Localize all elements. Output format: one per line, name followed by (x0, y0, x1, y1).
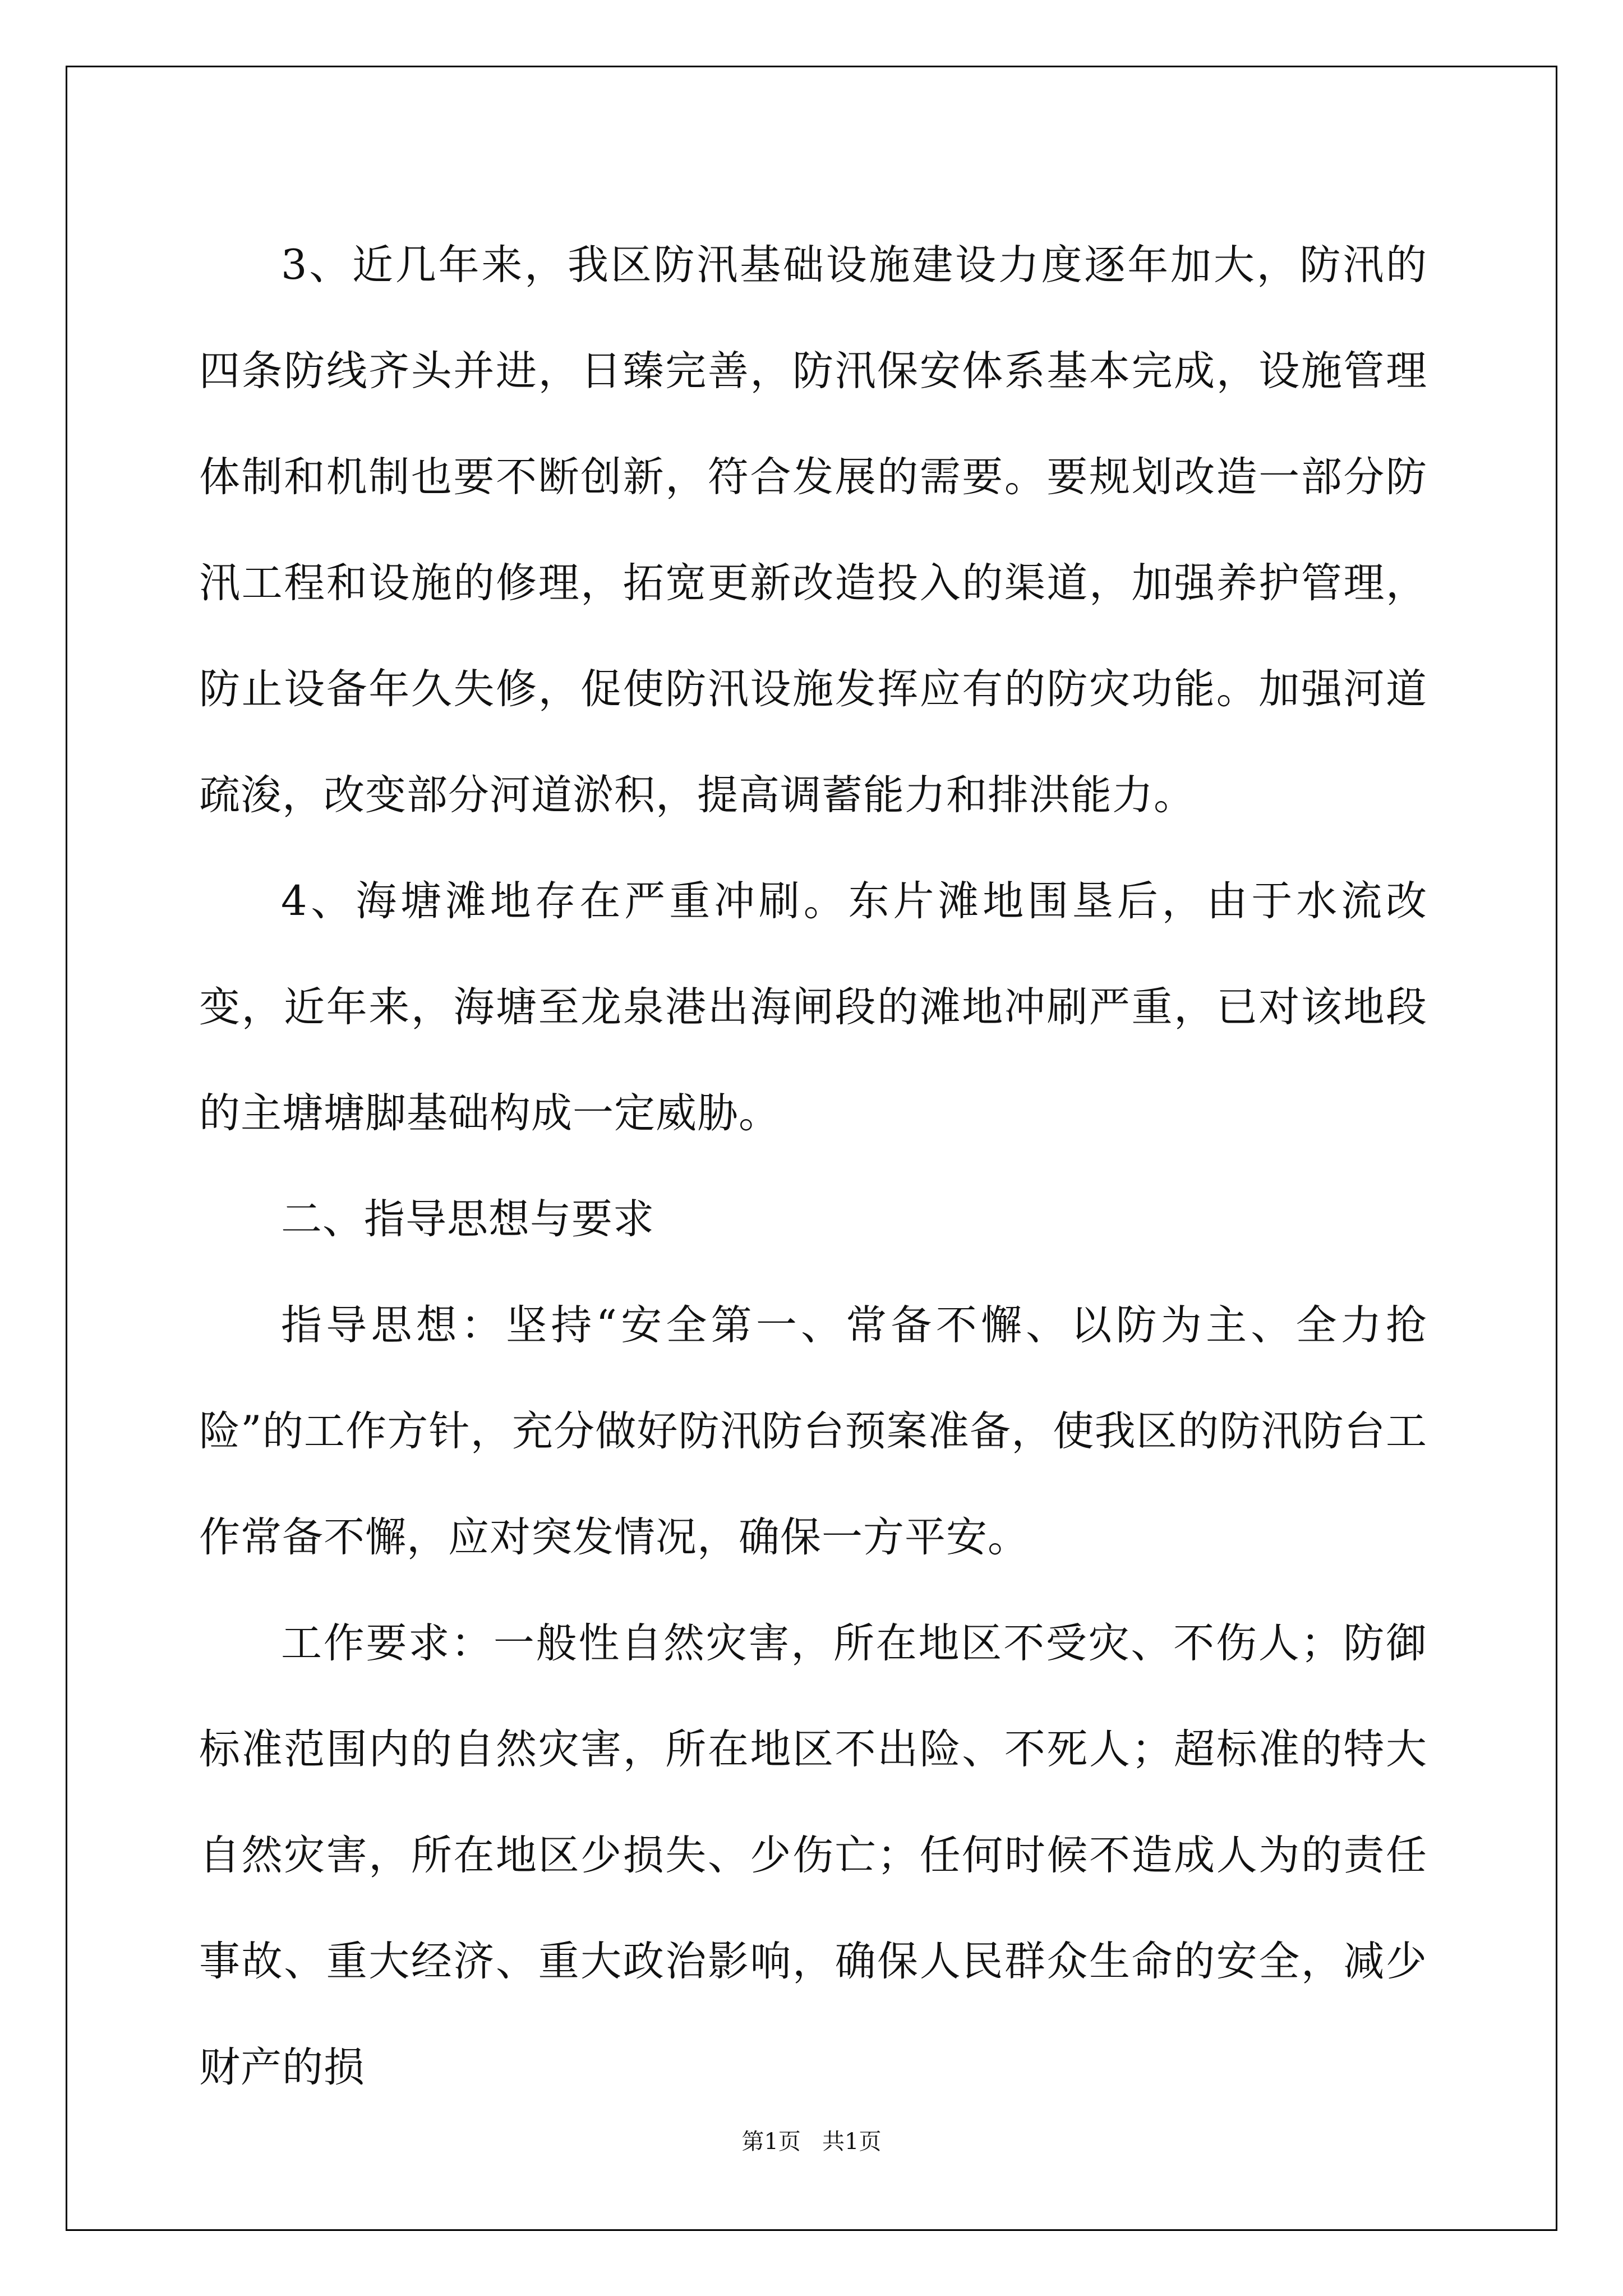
document-body (199, 212, 1427, 2120)
paragraph-item-3-infrastructure: 3、近几年来，我区防汛基础设施建设力度逐年加大，防汛的四条防线齐头并进，日臻完善，防汛保安体系基本完成，设施管理体制和机制也要不断创新，符合发展的需要。要规划改造一部分防汛工程和设施的修理，拓宽更新改造投入的渠道，加强养护管理，防止设备年久失修，促使防汛设施发挥应有的防灾功能。加强河道疏浚，改变部分河道淤积，提高调蓄能力和排洪能力。 (199, 241, 1427, 819)
paragraph-work-requirements: 工作要求：一般性自然灾害，所在地区不受灾、不伤人；防御标准范围内的自然灾害，所在地区不出险、不死人；超标准的特大自然灾害，所在地区少损失、少伤亡；任何时候不造成人为的责任事故、重大经济、重大政治影响，确保人民群众生命的安全，减少财产的损 (199, 1619, 1427, 2091)
section-heading-guiding-ideology: 二、指导思想与要求 (281, 1195, 654, 1243)
paragraph-guiding-ideology: 指导思想：坚持“安全第一、常备不懈、以防为主、全力抢险”的工作方针，充分做好防汛防台预案准备，使我区的防汛防台工作常备不懈，应对突发情况，确保一方平安。 (199, 1301, 1427, 1561)
paragraph-item-4-seawall-erosion: 4、海塘滩地存在严重冲刷。东片滩地围垦后，由于水流改变，近年来，海塘至龙泉港出海闸段的滩地冲刷严重，已对该地段的主塘塘脚基础构成一定威胁。 (199, 877, 1427, 1137)
page-number-footer: 第1页 共1页 (741, 2129, 882, 2155)
